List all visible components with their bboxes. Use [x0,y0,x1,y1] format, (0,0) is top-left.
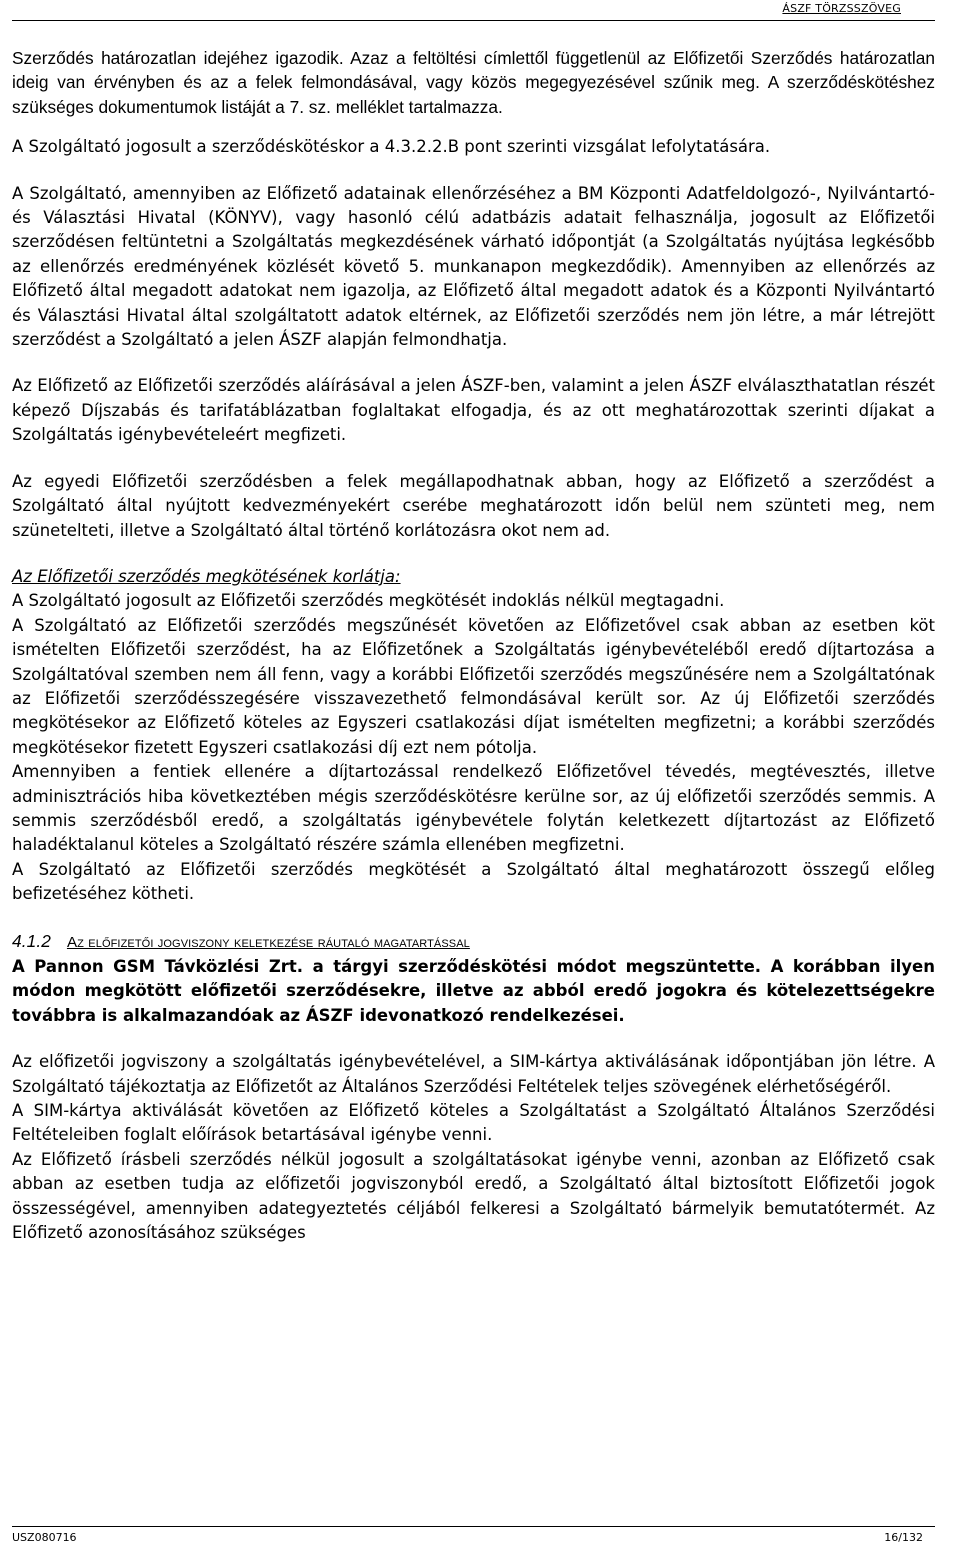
page-header [12,2,935,21]
paragraph-individual-agreement: Az egyedi Előfizetői szerződésben a felek megállapodhatnak abban, hogy az Előfizető a szerződést a Szolgáltató által nyújtott kedvezményekért cserébe meghatározott időn belül nem szünteti meg, nem szünetelteti, illetve a Szolgáltató által történő korlátozásra okot nem ad. [12,471,935,540]
paragraph-refusal-right: A Szolgáltató jogosult az Előfizetői szerződés megkötését indoklás nélkül megtagadni. [12,591,725,611]
paragraph-repeat-contract: A Szolgáltató az Előfizetői szerződés megszűnését követően az Előfizetővel csak abban az esetben köt ismételten Előfizetői szerződést, ha az Előfizetőnek a Szolgáltatás igénybevételéből eredő díjtartozása a Szolgáltatóval szemben nem áll fenn, vagy a korábbi Előfizetői szerződés megszűnésére nem a Szolgáltatónak az Előfizetői szerződésszegésére visszavezethető felmondásával került sor. Az új Előfizetői szerződés megkötésekor az Előfizető köteles az Egyszeri csatlakozási díjat ismételten megfizetni; a korábbi szerződés megkötésekor fizetett Egyszeri csatlakozási díj ezt nem pótolja. [12,615,935,757]
paragraph-data-check: A Szolgáltató, amennyiben az Előfizető adatainak ellenőrzéséhez a BM Központi Adatfeldolgozó-, Nyilvántartó- és Választási Hivatal (KÖNYV), vagy hasonló célú adatbázis adatait felhasználja, jogosult az Előfizetői szerződésen feltüntetni a Szolgáltatás megkezdésének várható időpontját (a Szolgáltatás nyújtása legkésőbb az ellenőrzés eredményének közlését követő 5. munkanapon megkezdődik). Amennyiben az ellenőrzés az Előfizető által megadott adatokat nem igazolja, az Előfizető által megadott adatok és a Központi Nyilvántartó és Választási Hivatal által szolgáltatott adatok eltérnek, az Előfizetői szerződés nem jön létre, a már létrejött szerződést a Szolgáltató a jelen ÁSZF alapján felmondhatja. [12,183,935,350]
paragraph-aszf-acceptance: Az Előfizető az Előfizetői szerződés aláírásával a jelen ÁSZF-ben, valamint a jelen ÁSZF elválaszthatatlan részét képező Díjszabás és tarifatáblázatban foglaltakat elfogadja, és az ott meghatározottak szerinti díjakat a Szolgáltatás igénybevételeért megfizeti. [12,376,935,445]
section-number: 4.1.2 [12,930,51,951]
subheading-contract-limit: Az Előfizetői szerződés megkötésének korlátja: [12,566,401,586]
header-doc-title: ÁSZF TÖRZSSZÖVEG [782,2,901,15]
paragraph-bold-notice: A Pannon GSM Távközlési Zrt. a tárgyi szerződéskötési módot megszüntette. A korábban ilyen módon megkötött előfizetői szerződésekre, illetve az abból eredő jogokra és kötelezettségekre továbbra is alkalmazandóak az ÁSZF idevonatkozó rendelkezései. [12,957,935,1025]
paragraph-no-written-contract: Az Előfizető írásbeli szerződés nélkül jogosult a szolgáltatásokat igénybe venni, azonban az Előfizető csak abban az esetben tudja az előfizetői jogviszonyból eredő, a Szolgáltató által biztosított Előfizetői jogok összességével, amennyiben adategyeztetés céljából felkeresi a Szolgáltató bármelyik bemutatótermét. Az Előfizető azonosításához szükséges [12,1149,935,1243]
paragraph-sim-activation: Az előfizetői jogviszony a szolgáltatás igénybevételével, a SIM-kártya aktiválásának időpontjában jön létre. A Szolgáltató tájékoztatja az Előfizetőt az Általános Szerződési Feltételek teljes szövegének elérhetőségéről. [12,1052,935,1096]
section-heading-4-1-2 [12,929,935,955]
document-body [12,46,935,1245]
paragraph-void-contract: Amennyiben a fentiek ellenére a díjtartozással rendelkező Előfizetővel tévedés, megtévesztés, illetve adminisztrációs hiba következtében mégis szerződéskötésre kerülne sor, az új előfizetői szerződés semmis. A semmis szerződésből eredő, a szolgáltatás igénybevétele folytán keletkezett díjtartozást az Előfizető haladéktalanul köteles a Szolgáltató részére számla ellenében megfizetni. [12,762,935,855]
paragraph-verification-right: A Szolgáltató jogosult a szerződéskötéskor a 4.3.2.2.B pont szerinti vizsgálat lefolytatására. [12,137,771,157]
paragraph-sim-usage: A SIM-kártya aktiválását követően az Előfizető köteles a Szolgáltatást a Szolgáltató Általános Szerződési Feltételeiben foglalt előírások betartásával igénybe venni. [12,1101,935,1145]
page-footer [12,1526,935,1544]
footer-page-number: 16/132 [884,1531,923,1544]
section-title: Az előfizetői jogviszony keletkezése ráutaló magatartással [66,933,470,951]
paragraph-contract-duration: Szerződés határozatlan idejéhez igazodik. Azaz a feltöltési címlettől függetlenül az Előfizetői Szerződés határozatlan ideig van érvényben és az a felek felmondásával, vagy közös megegyezésével szűnik meg. A szerződéskötéshez szükséges dokumentumok listáját a 7. sz. melléklet tartalmazza. [12,48,935,117]
paragraph-advance-payment: A Szolgáltató az Előfizetői szerződés megkötését a Szolgáltató által meghatározott összegű előleg befizetéséhez kötheti. [12,859,935,904]
footer-doc-code: USZ080716 [12,1531,77,1544]
